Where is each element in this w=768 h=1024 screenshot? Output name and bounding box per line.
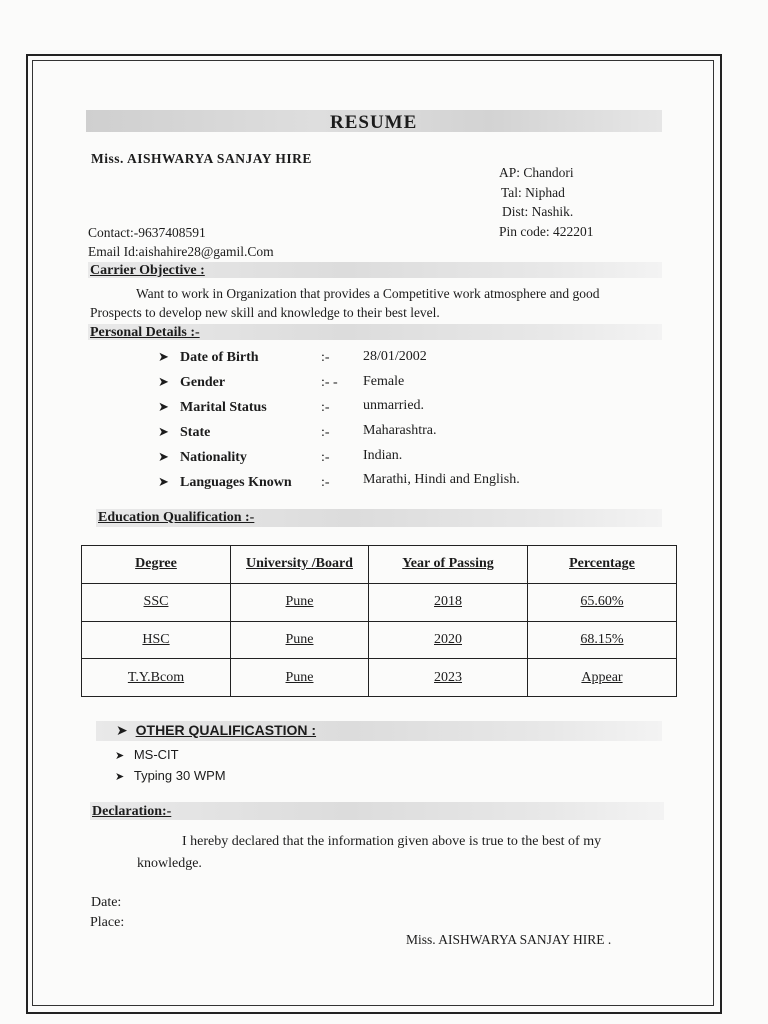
table-cell: 2020 <box>369 621 528 659</box>
other-qualification-item: MS-CIT <box>133 747 179 762</box>
table-cell: Pune <box>231 583 369 621</box>
table-cell: 65.60% <box>528 583 677 621</box>
resume-title: RESUME <box>330 112 418 133</box>
education-table <box>81 545 677 697</box>
table-cell: HSC <box>82 621 231 659</box>
email-address: Email Id:aishahire28@gamil.Com <box>88 244 274 259</box>
address-line: Tal: Niphad <box>501 184 565 200</box>
applicant-name: Miss. AISHWARYA SANJAY HIRE <box>91 151 312 166</box>
table-row <box>82 659 677 697</box>
address-line: Pin code: 422201 <box>499 223 594 239</box>
detail-label-gender: Gender <box>180 375 226 390</box>
declaration-text-line-1: I hereby declared that the information given above is true to the best of my <box>182 834 602 849</box>
detail-label-languages: Languages Known <box>180 475 292 490</box>
arrow-bullet-icon: ➤ <box>115 749 125 762</box>
detail-value-state: Maharashtra. <box>363 423 437 438</box>
personal-detail-row <box>158 475 169 491</box>
detail-separator: :- <box>321 475 330 490</box>
page-border-inner <box>32 60 714 1006</box>
detail-value-languages: Marathi, Hindi and English. <box>363 472 520 487</box>
column-header: University /Board <box>231 546 369 584</box>
table-row <box>82 583 677 621</box>
detail-separator: :- <box>321 400 330 415</box>
date-label: Date: <box>91 895 122 910</box>
place-label: Place: <box>90 915 125 930</box>
table-cell: 2023 <box>369 659 528 697</box>
detail-label-marital-status: Marital Status <box>180 400 267 415</box>
detail-label-state: State <box>180 425 211 440</box>
address-block <box>499 163 594 241</box>
declaration-heading: Declaration:- <box>92 804 172 819</box>
declaration-text-line-2: knowledge. <box>137 856 202 871</box>
table-row <box>82 621 677 659</box>
list-item <box>115 768 226 783</box>
contact-number: Contact:-9637408591 <box>88 225 206 240</box>
detail-label-nationality: Nationality <box>180 450 247 465</box>
address-line: AP: Chandori <box>499 165 574 180</box>
detail-value-dob: 28/01/2002 <box>363 349 427 364</box>
personal-detail-row <box>158 350 169 366</box>
personal-detail-row <box>158 375 169 391</box>
detail-value-gender: Female <box>363 374 405 389</box>
arrow-bullet-icon: ➤ <box>158 375 169 390</box>
detail-separator: :- <box>321 450 330 465</box>
table-cell: Pune <box>231 621 369 659</box>
personal-detail-row <box>158 400 169 416</box>
detail-separator: :- <box>321 350 330 365</box>
other-qualification-heading-row <box>116 722 316 739</box>
education-heading: Education Qualification :- <box>98 510 255 525</box>
table-header-row <box>82 546 677 584</box>
detail-label-dob: Date of Birth <box>180 350 259 365</box>
signature-name: Miss. AISHWARYA SANJAY HIRE . <box>406 932 612 947</box>
arrow-bullet-icon: ➤ <box>116 723 128 739</box>
table-cell: T.Y.Bcom <box>82 659 231 697</box>
personal-detail-row <box>158 450 169 466</box>
objective-heading: Carrier Objective : <box>90 263 205 278</box>
detail-separator: :- - <box>321 375 338 390</box>
column-header: Year of Passing <box>369 546 528 584</box>
arrow-bullet-icon: ➤ <box>115 770 125 783</box>
personal-details-heading: Personal Details :- <box>90 325 200 340</box>
table-cell: Pune <box>231 659 369 697</box>
table-cell: 68.15% <box>528 621 677 659</box>
other-qualification-item: Typing 30 WPM <box>133 768 226 783</box>
objective-text-line-1: Want to work in Organization that provides a Competitive work atmosphere and good <box>136 286 600 301</box>
declaration-band <box>90 802 664 820</box>
address-line: Dist: Nashik. <box>502 204 574 219</box>
other-qualification-heading: OTHER QUALIFICASTION : <box>135 722 317 738</box>
arrow-bullet-icon: ➤ <box>158 400 169 415</box>
detail-value-marital-status: unmarried. <box>363 398 425 413</box>
arrow-bullet-icon: ➤ <box>158 350 169 365</box>
table-cell: Appear <box>528 659 677 697</box>
arrow-bullet-icon: ➤ <box>158 475 169 490</box>
list-item <box>115 747 179 762</box>
detail-separator: :- <box>321 425 330 440</box>
table-cell: SSC <box>82 583 231 621</box>
arrow-bullet-icon: ➤ <box>158 450 169 465</box>
column-header: Percentage <box>528 546 677 584</box>
arrow-bullet-icon: ➤ <box>158 425 169 440</box>
objective-text-line-2: Prospects to develop new skill and knowledge to their best level. <box>90 305 440 320</box>
column-header: Degree <box>82 546 231 584</box>
detail-value-nationality: Indian. <box>363 448 403 463</box>
personal-detail-row <box>158 425 169 441</box>
table-cell: 2018 <box>369 583 528 621</box>
